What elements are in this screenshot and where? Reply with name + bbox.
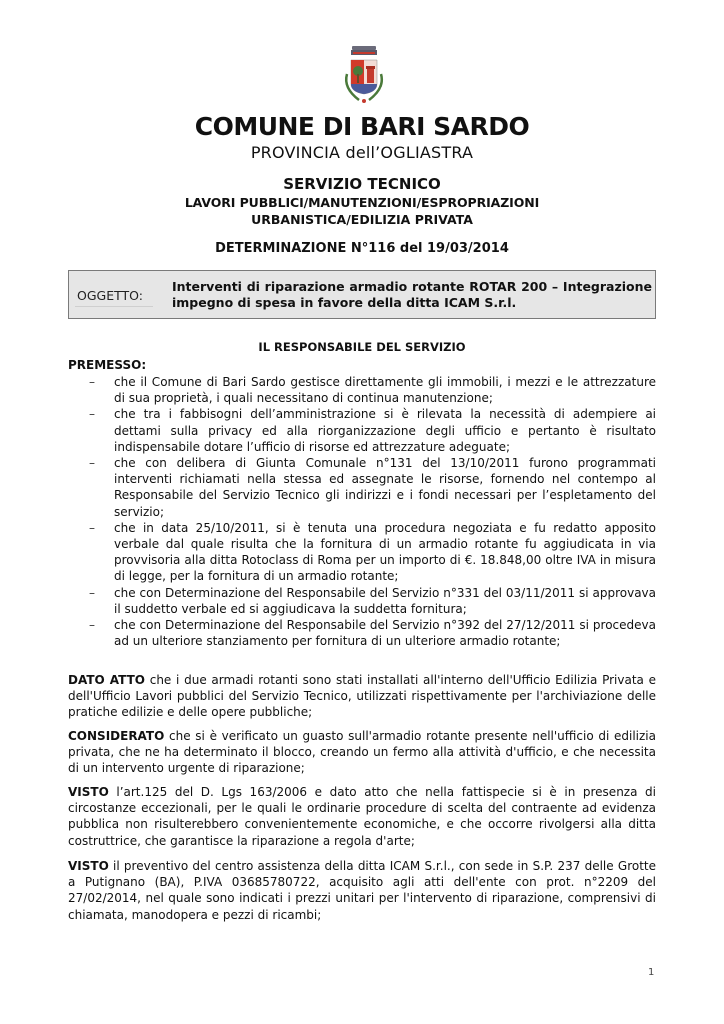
list-item: – che in data 25/10/2011, si è tenuta una procedura negoziata e fu redatto apposito verbale dal quale risulta che la fornitura di un armadio rotante fu aggiudicata in via provvisoria alla ditta Rotoclass di Roma per un importo di €. 18.848,00 oltre IVA in misura di legge, per la fornitura di un armadio rotante; [68,520,656,585]
service-subtitle-line2: URBANISTICA/EDILIZIA PRIVATA [251,212,473,227]
service-name: SERVIZIO TECNICO [283,175,441,193]
premesso-list [68,374,656,649]
paragraph-lead: VISTO [68,785,109,799]
responsible-heading: IL RESPONSABILE DEL SERVIZIO [258,340,466,354]
paragraph-lead: CONSIDERATO [68,729,165,743]
list-item: – che con Determinazione del Responsabile del Servizio n°331 del 03/11/2011 si approvava il suddetto verbale ed si aggiudicava la suddetta fornitura; [68,585,656,617]
paragraph-considerato [68,728,656,777]
paragraph-text: che i due armadi rotanti sono stati installati all'interno dell'Ufficio Edilizia Privata e dell'Ufficio Lavori pubblici del Servizio Tecnico, utilizzati rispettivamente per l'archiviazione delle pratiche edilizie e delle opere pubbliche; [68,673,656,720]
province-name: PROVINCIA dell’OGLIASTRA [250,143,474,162]
paragraph-dato-atto [68,672,656,721]
paragraph-visto-art125 [68,784,656,849]
municipality-title: COMUNE DI BARI SARDO [194,112,530,141]
paragraph-lead: DATO ATTO [68,673,145,687]
list-item: – che con Determinazione del Responsabile del Servizio n°392 del 27/12/2011 si procedeva ad un ulteriore stanziamento per fornitura di un ulteriore armadio rotante; [68,617,656,649]
list-item: – che con delibera di Giunta Comunale n°131 del 13/10/2011 furono programmati interventi richiamati nella stessa ed assegnate le risorse, fornendo nel contempo al Responsabile del Servizio Tecnico gli indirizzi e i fondi necessari per l’espletamento del servizio; [68,455,656,520]
list-item: – che il Comune di Bari Sardo gestisce direttamente gli immobili, i mezzi e le attrezzature di sua proprietà, i quali necessitano di continua manutenzione; [68,374,656,406]
subject-label: OGGETTO: [77,288,143,303]
determination-number: DETERMINAZIONE N°116 del 19/03/2014 [215,241,509,256]
coat-of-arms-icon [339,44,389,106]
paragraph-text: il preventivo del centro assistenza della ditta ICAM S.r.l., con sede in S.P. 237 delle Grotte a Putignano (BA), P.IVA 03685780722, acquisito agli atti dell'ente con prot. n°2209 del 27/02/2014, nel quale sono indicati i prezzi unitari per l'intervento di riparazione, comprensivi di chiamata, manodopera e pezzi di ricambi; [68,859,656,922]
paragraph-text: l’art.125 del D. Lgs 163/2006 e dato atto che nella fattispecie si è in presenza di circostanze eccezionali, per le quali le ordinarie procedure di scelta del contraente ad evidenza pubblica non risulterebbero convenientemente economiche, e che occorre rivolgersi alla ditta costruttrice, che garantisce la riparazione a regola d'arte; [68,785,656,848]
paragraph-text: che si è verificato un guasto sull'armadio rotante presente nell'ufficio di edilizia privata, che ne ha determinato il blocco, creando un fermo alla attività d'ufficio, e che necessita di un intervento urgente di riparazione; [68,729,656,776]
list-item: – che tra i fabbisogni dell’amministrazione si è rilevata la necessità di adempiere ai dettami sulla privacy ed alla riorganizzazione degli ufficio e pertanto è risultato indispensabile dotare l’ufficio di risorse ed attrezzature adeguate; [68,406,656,455]
premesso-heading: PREMESSO: [68,358,147,372]
paragraph-lead: VISTO [68,859,109,873]
subject-box [68,270,656,319]
paragraph-visto-preventivo [68,858,656,923]
subject-label-underline [75,306,153,307]
service-subtitle-line1: LAVORI PUBBLICI/MANUTENZIONI/ESPROPRIAZIONI [184,195,540,210]
premesso-list-container [68,374,656,649]
subject-text: Interventi di riparazione armadio rotante ROTAR 200 – Integrazione impegno di spesa in favore della ditta ICAM S.r.l. [172,279,652,310]
page-number: 1 [648,967,655,978]
